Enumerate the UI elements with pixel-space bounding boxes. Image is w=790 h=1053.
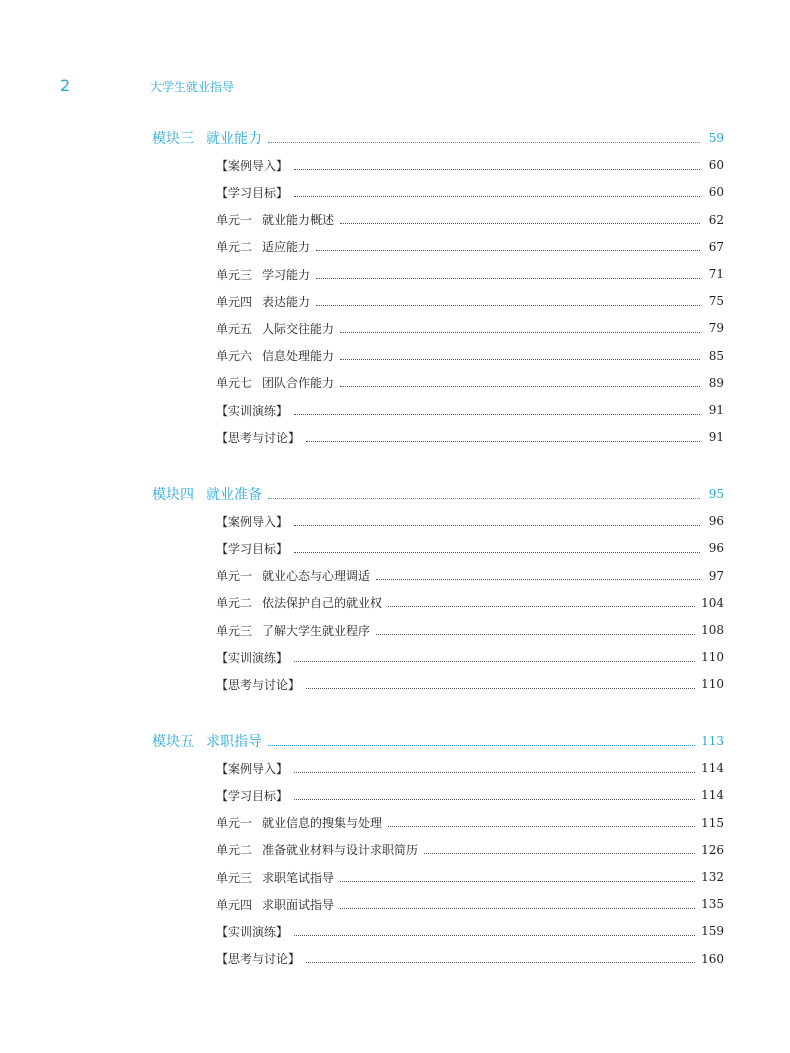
- entry-title: 准备就业材料与设计求职简历: [262, 843, 419, 858]
- entry-title: 了解大学生就业程序: [262, 623, 371, 638]
- entry-page-number: 71: [708, 267, 724, 281]
- dot-leader: [294, 661, 695, 662]
- entry-label: [216, 429, 300, 446]
- toc-entry[interactable]: [216, 867, 724, 887]
- entry-label: [216, 869, 334, 886]
- entry-label: [216, 211, 334, 228]
- entry-page-number: 62: [708, 212, 724, 227]
- entry-label: [216, 157, 288, 174]
- toc-entry[interactable]: [216, 894, 724, 914]
- toc-entry[interactable]: [216, 840, 724, 860]
- dot-leader: [306, 441, 700, 442]
- entry-title: 求职面试指导: [262, 897, 335, 912]
- module-page-number: 59: [708, 131, 724, 145]
- dot-leader: [340, 332, 700, 333]
- unit-number: 单元一: [216, 213, 253, 228]
- module-title: 求职指导: [206, 734, 262, 750]
- toc-entry[interactable]: [216, 538, 724, 558]
- dot-leader: [340, 359, 700, 360]
- dot-leader: [268, 498, 700, 499]
- entry-title: 学习能力: [262, 267, 311, 282]
- toc-entry[interactable]: [216, 237, 724, 257]
- entry-title: 就业信息的搜集与处理: [262, 816, 383, 831]
- entry-label: [216, 513, 288, 530]
- toc-entry[interactable]: [216, 291, 724, 311]
- module-number: 模块五: [152, 734, 194, 750]
- entry-page-number: 97: [708, 568, 724, 583]
- toc-entry[interactable]: [216, 647, 724, 667]
- entry-label: [216, 320, 334, 337]
- dot-leader: [294, 525, 700, 526]
- module-page-number: 113: [701, 734, 724, 748]
- toc-entry[interactable]: [216, 346, 724, 366]
- module-number: 模块三: [152, 131, 194, 147]
- toc-entry[interactable]: [216, 593, 724, 613]
- dot-leader: [294, 169, 700, 170]
- entry-page-number: 110: [701, 650, 724, 665]
- dot-leader: [424, 853, 695, 854]
- toc-entry[interactable]: [216, 921, 724, 941]
- unit-number: 单元二: [216, 596, 253, 611]
- page-number: 2: [60, 76, 71, 95]
- dot-leader: [388, 606, 695, 607]
- entry-title: 就业心态与心理调适: [262, 569, 371, 584]
- module-label: [152, 731, 262, 751]
- entry-title: 信息处理能力: [262, 349, 335, 364]
- toc-entry[interactable]: [216, 620, 724, 640]
- dot-leader: [294, 799, 695, 800]
- module-heading[interactable]: [152, 484, 724, 504]
- dot-leader: [316, 305, 700, 306]
- entry-title: 求职笔试指导: [262, 870, 335, 885]
- dot-leader: [268, 142, 700, 143]
- entry-title: 【学习目标】: [216, 541, 289, 556]
- toc-entry[interactable]: [216, 182, 724, 202]
- entry-label: [216, 238, 310, 255]
- entry-page-number: 67: [708, 239, 724, 254]
- entry-label: [216, 760, 288, 777]
- entry-title: 【思考与讨论】: [216, 952, 301, 967]
- dot-leader: [294, 552, 700, 553]
- entry-page-number: 135: [701, 897, 724, 912]
- entry-label: [216, 184, 288, 201]
- toc-entry[interactable]: [216, 785, 724, 805]
- toc-entry[interactable]: [216, 813, 724, 833]
- entry-label: [216, 293, 310, 310]
- entry-page-number: 91: [708, 430, 724, 445]
- entry-label: [216, 923, 288, 940]
- module-page-number: 95: [708, 487, 724, 501]
- unit-number: 单元四: [216, 294, 253, 309]
- dot-leader: [306, 962, 695, 963]
- dot-leader: [294, 935, 695, 936]
- dot-leader: [306, 688, 695, 689]
- entry-page-number: 108: [701, 623, 724, 637]
- entry-label: [216, 347, 334, 364]
- entry-page-number: 96: [708, 541, 724, 556]
- entry-page-number: 110: [701, 677, 724, 692]
- entry-title: 就业能力概述: [262, 213, 335, 228]
- entry-title: 团队合作能力: [262, 376, 335, 391]
- dot-leader: [340, 223, 700, 224]
- dot-leader: [316, 278, 700, 279]
- entry-label: [216, 841, 418, 858]
- unit-number: 单元二: [216, 240, 253, 255]
- module-heading[interactable]: [152, 731, 724, 751]
- entry-label: [216, 594, 382, 611]
- entry-label: [216, 950, 300, 967]
- dot-leader: [376, 634, 695, 635]
- entry-page-number: 79: [708, 321, 724, 336]
- dot-leader: [294, 414, 700, 415]
- module-label: [152, 484, 262, 504]
- entry-title: 依法保护自己的就业权: [262, 596, 383, 611]
- entry-page-number: 60: [708, 158, 724, 173]
- toc-entry[interactable]: [216, 949, 724, 969]
- entry-label: [216, 402, 288, 419]
- toc-entry[interactable]: [216, 758, 724, 778]
- unit-number: 单元六: [216, 349, 253, 364]
- entry-title: 【案例导入】: [216, 158, 289, 173]
- entry-title: 【实训演练】: [216, 650, 289, 665]
- entry-title: 【思考与讨论】: [216, 677, 301, 692]
- toc-entry[interactable]: [216, 566, 724, 586]
- unit-number: 单元五: [216, 321, 253, 336]
- module-heading[interactable]: [152, 128, 724, 148]
- entry-label: [216, 814, 382, 831]
- entry-title: 适应能力: [262, 240, 311, 255]
- running-title: 大学生就业指导: [150, 80, 235, 94]
- toc-entry[interactable]: [216, 511, 724, 531]
- unit-number: 单元一: [216, 569, 253, 584]
- entry-label: [216, 567, 370, 584]
- toc-entry[interactable]: [216, 400, 724, 420]
- dot-leader: [340, 908, 695, 909]
- dot-leader: [294, 196, 700, 197]
- dot-leader: [294, 772, 695, 773]
- entry-page-number: 132: [701, 870, 724, 884]
- toc-entry[interactable]: [216, 674, 724, 694]
- entry-page-number: 114: [701, 761, 724, 776]
- entry-page-number: 159: [701, 924, 724, 939]
- entry-title: 【案例导入】: [216, 514, 289, 529]
- entry-page-number: 89: [708, 375, 724, 390]
- entry-page-number: 75: [708, 294, 724, 309]
- entry-page-number: 160: [701, 951, 724, 966]
- entry-page-number: 85: [708, 348, 724, 363]
- entry-page-number: 91: [708, 403, 724, 417]
- entry-label: [216, 676, 300, 693]
- entry-page-number: 115: [701, 815, 724, 830]
- toc-entry[interactable]: [216, 210, 724, 230]
- entry-title: 【思考与讨论】: [216, 430, 301, 445]
- toc-entry[interactable]: [216, 264, 724, 284]
- module-title: 就业能力: [206, 131, 262, 147]
- dot-leader: [340, 386, 700, 387]
- dot-leader: [376, 579, 700, 580]
- entry-title: 【实训演练】: [216, 924, 289, 939]
- entry-title: 【学习目标】: [216, 185, 289, 200]
- module-title: 就业准备: [206, 487, 262, 503]
- entry-label: [216, 540, 288, 557]
- entry-label: [216, 649, 288, 666]
- toc-entry[interactable]: [216, 373, 724, 393]
- entry-label: [216, 622, 370, 639]
- entry-page-number: 60: [708, 185, 724, 200]
- unit-number: 单元四: [216, 897, 253, 912]
- entry-title: 表达能力: [262, 294, 311, 309]
- entry-label: [216, 266, 310, 283]
- module-label: [152, 128, 262, 148]
- entry-title: 【实训演练】: [216, 403, 289, 418]
- dot-leader: [268, 745, 695, 746]
- unit-number: 单元一: [216, 816, 253, 831]
- entry-label: [216, 374, 334, 391]
- unit-number: 单元三: [216, 870, 253, 885]
- dot-leader: [388, 826, 695, 827]
- unit-number: 单元三: [216, 623, 253, 638]
- entry-title: 【学习目标】: [216, 788, 289, 803]
- toc-entry[interactable]: [216, 155, 724, 175]
- toc-entry[interactable]: [216, 427, 724, 447]
- entry-page-number: 114: [701, 788, 724, 803]
- entry-title: 【案例导入】: [216, 761, 289, 776]
- entry-label: [216, 896, 334, 913]
- dot-leader: [316, 250, 700, 251]
- dot-leader: [340, 881, 695, 882]
- entry-page-number: 104: [701, 595, 724, 610]
- unit-number: 单元七: [216, 376, 253, 391]
- entry-page-number: 126: [701, 842, 724, 857]
- module-number: 模块四: [152, 487, 194, 503]
- toc-entry[interactable]: [216, 318, 724, 338]
- entry-title: 人际交往能力: [262, 321, 335, 336]
- unit-number: 单元二: [216, 843, 253, 858]
- unit-number: 单元三: [216, 267, 253, 282]
- entry-label: [216, 787, 288, 804]
- entry-page-number: 96: [708, 514, 724, 529]
